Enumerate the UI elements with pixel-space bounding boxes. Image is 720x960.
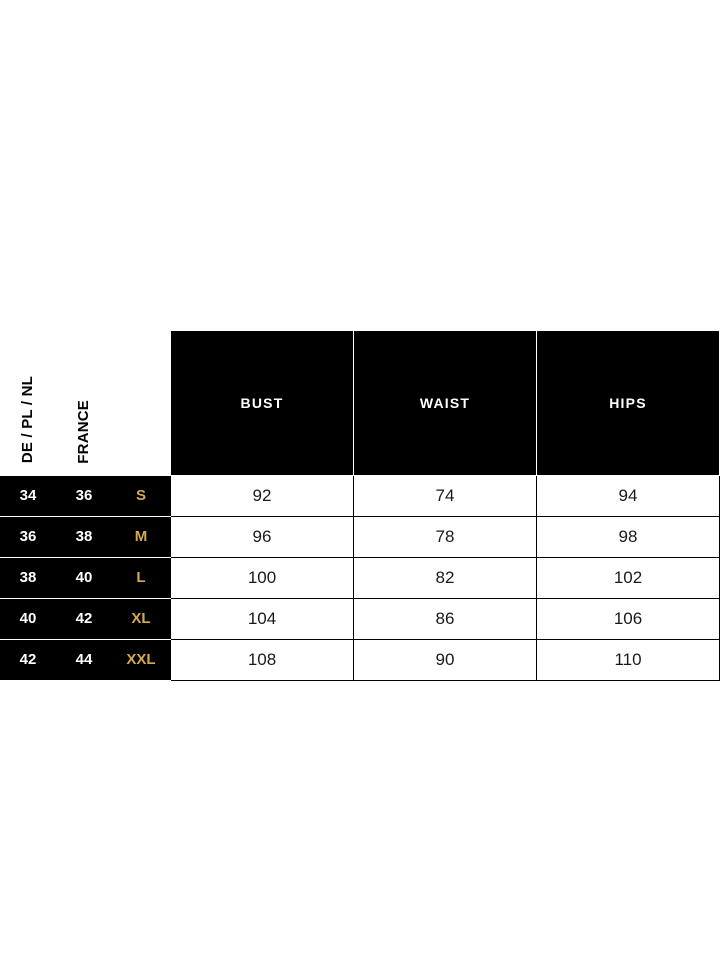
cell-waist: 86: [354, 598, 537, 639]
table-row: [0, 516, 720, 557]
column-header-size-blank: [112, 331, 171, 476]
cell-france: 44: [56, 639, 112, 680]
cell-hips: 94: [537, 475, 720, 516]
cell-hips: 110: [537, 639, 720, 680]
table-header: [0, 331, 720, 476]
cell-waist: 82: [354, 557, 537, 598]
cell-de-pl-nl: 36: [0, 516, 56, 557]
cell-waist: 90: [354, 639, 537, 680]
cell-bust: 104: [171, 598, 354, 639]
cell-bust: 92: [171, 475, 354, 516]
cell-de-pl-nl: 40: [0, 598, 56, 639]
cell-bust: 100: [171, 557, 354, 598]
cell-france: 42: [56, 598, 112, 639]
table-header-row: [0, 331, 720, 476]
column-header-de-pl-nl: [0, 331, 56, 476]
cell-france: 36: [56, 475, 112, 516]
cell-hips: 106: [537, 598, 720, 639]
cell-hips: 98: [537, 516, 720, 557]
cell-france: 40: [56, 557, 112, 598]
size-chart: [0, 330, 720, 681]
cell-bust: 96: [171, 516, 354, 557]
cell-waist: 78: [354, 516, 537, 557]
cell-size: L: [112, 557, 171, 598]
column-header-france-label: FRANCE: [74, 399, 92, 464]
cell-de-pl-nl: 34: [0, 475, 56, 516]
cell-waist: 74: [354, 475, 537, 516]
column-header-de-pl-nl-label: DE / PL / NL: [18, 376, 36, 464]
column-header-france: [56, 331, 112, 476]
cell-hips: 102: [537, 557, 720, 598]
size-chart-table: [0, 330, 720, 681]
cell-size: M: [112, 516, 171, 557]
cell-bust: 108: [171, 639, 354, 680]
table-body: [0, 475, 720, 680]
column-header-waist: WAIST: [354, 331, 537, 476]
cell-size: S: [112, 475, 171, 516]
cell-size: XXL: [112, 639, 171, 680]
table-row: [0, 598, 720, 639]
table-row: [0, 557, 720, 598]
cell-size: XL: [112, 598, 171, 639]
cell-de-pl-nl: 42: [0, 639, 56, 680]
column-header-hips: HIPS: [537, 331, 720, 476]
cell-de-pl-nl: 38: [0, 557, 56, 598]
cell-france: 38: [56, 516, 112, 557]
table-row: [0, 639, 720, 680]
table-row: [0, 475, 720, 516]
column-header-bust: BUST: [171, 331, 354, 476]
